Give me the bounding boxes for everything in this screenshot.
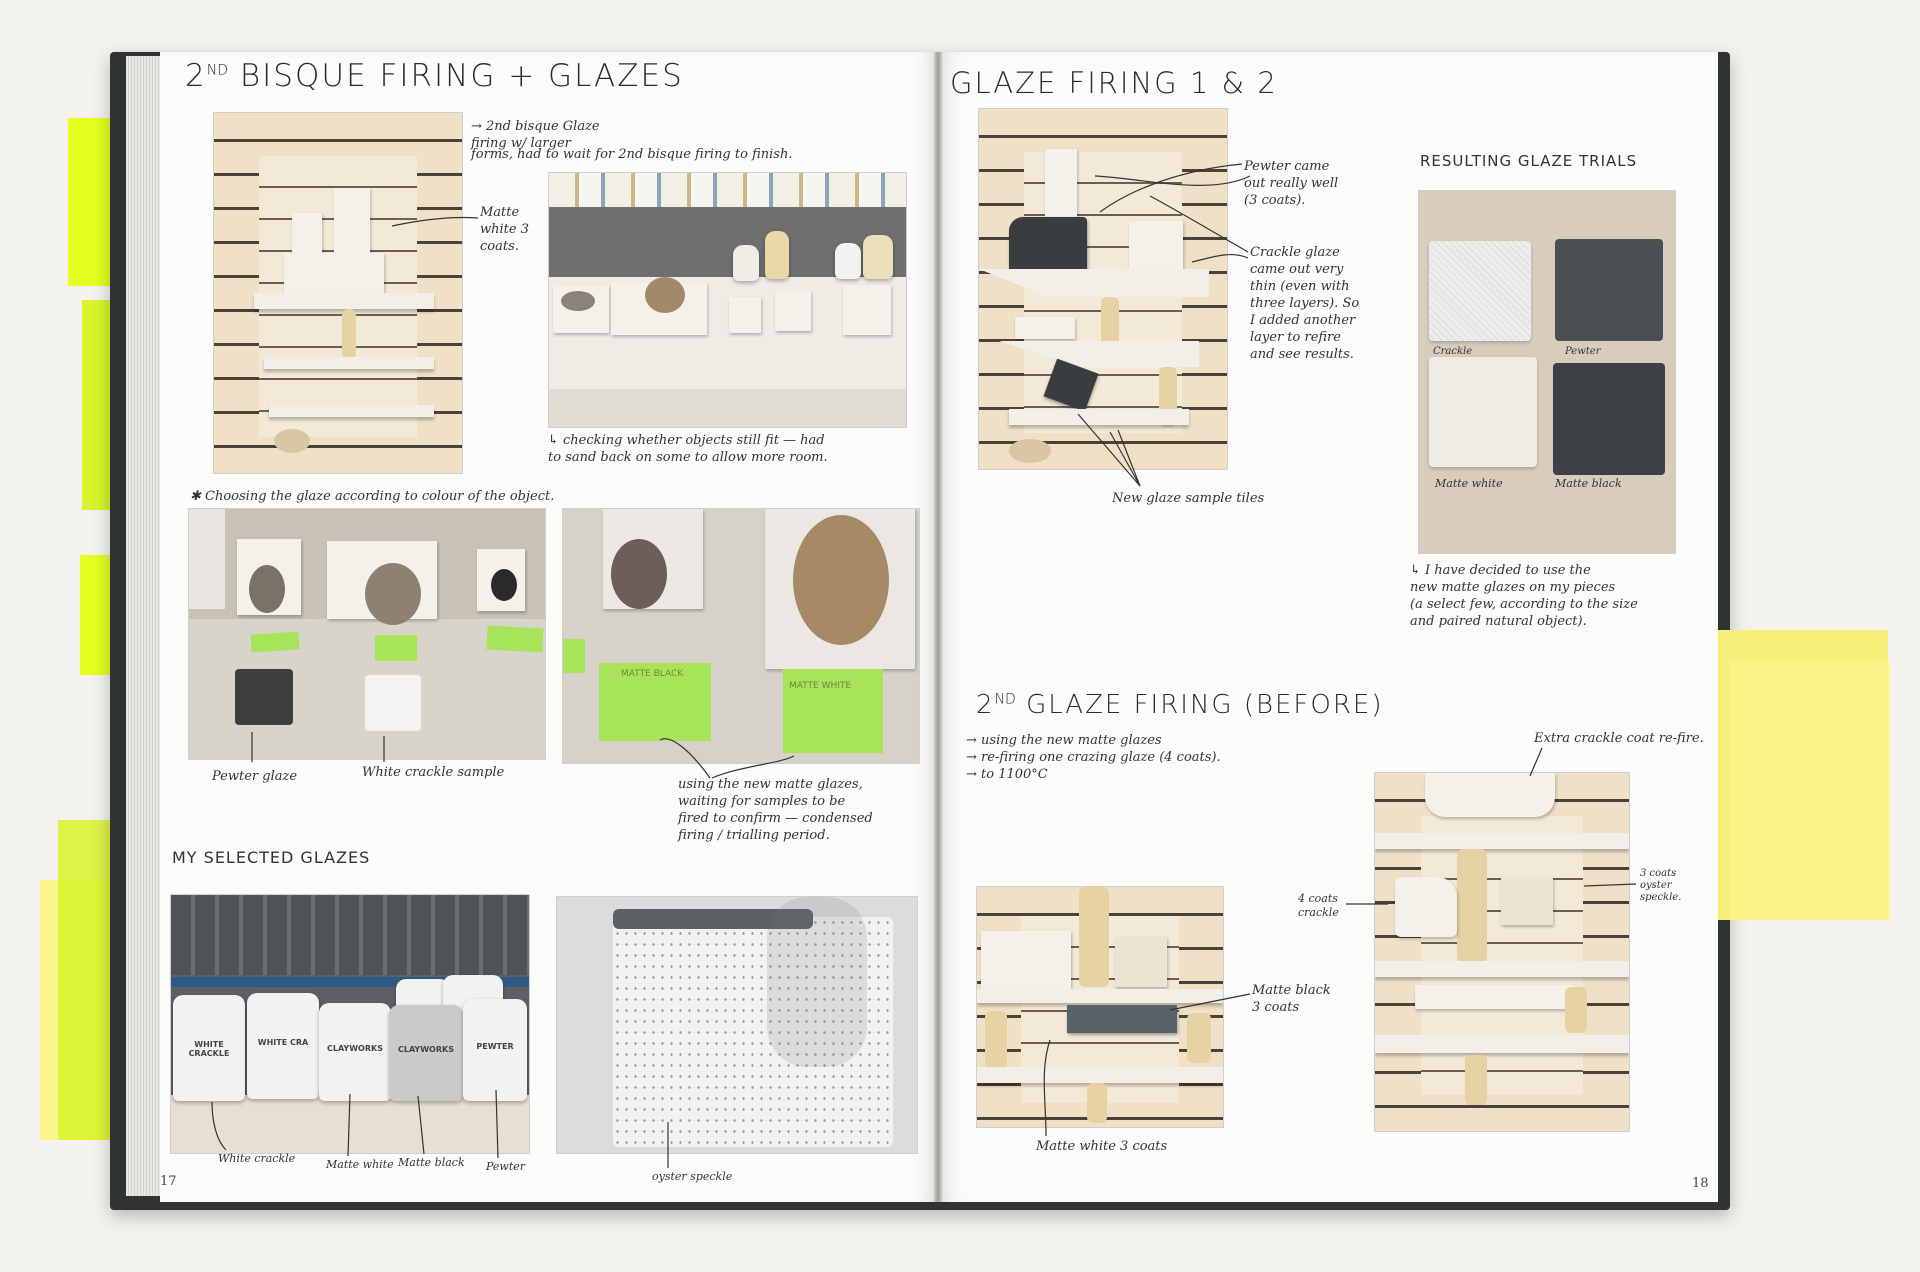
note-firing-bullets: → using the new matte glazes → re-firing one crazing glaze (4 coats). → to 1100°C	[966, 733, 1221, 782]
sticky-label-matte-black: MATTE BLACK	[621, 669, 684, 679]
label-white-crackle-sample: White crackle sample	[362, 765, 505, 780]
photo-objects-matte-test	[562, 508, 920, 764]
heading-selected-glazes: MY SELECTED GLAZES	[172, 848, 371, 867]
label-oyster-speckle: oyster speckle	[652, 1170, 733, 1183]
note-pewter-result: Pewter came out really well (3 coats).	[1244, 159, 1339, 208]
page-number-right: 18	[1692, 1176, 1709, 1191]
note-matte-white-coats: Matte white 3 coats.	[480, 205, 529, 254]
heading-second-glaze-firing: 2ND GLAZE FIRING (BEFORE)	[976, 690, 1384, 720]
photo-objects-glaze-choice	[188, 508, 546, 760]
sticky-label-matte-white: MATTE WHITE	[789, 681, 852, 691]
note-three-coats-oyster: 3 coats oyster speckle.	[1640, 868, 1682, 903]
note-matte-black-coats: Matte black 3 coats	[1252, 983, 1331, 1015]
page-title-glaze-firing: GLAZE FIRING 1 & 2	[950, 66, 1278, 100]
label-pewter: Pewter	[486, 1160, 526, 1173]
photo-kiln-before-2	[1374, 772, 1630, 1132]
note-crackle-result: Crackle glaze came out very thin (even with three layers). So I added another layer to refire and see results.	[1250, 245, 1360, 362]
note-bisque-wait: forms, had to wait for 2nd bisque firing to finish.	[471, 147, 793, 162]
note-decided-matte: ↳ I have decided to use the new matte glazes on my pieces (a select few, according to the size and paired natural object).	[1410, 563, 1638, 629]
photo-kiln-bisque	[213, 112, 463, 474]
photo-glaze-trials	[1418, 190, 1676, 554]
label-white-crackle: White crackle	[218, 1152, 296, 1165]
label-matte-white-coats: Matte white 3 coats	[1036, 1139, 1168, 1154]
book-gutter	[934, 52, 942, 1202]
label-new-glaze-tiles: New glaze sample tiles	[1112, 491, 1265, 506]
label-matte-black: Matte black	[398, 1156, 465, 1169]
tile-label-crackle: Crackle	[1433, 346, 1473, 357]
page-number-left: 17	[160, 1174, 177, 1189]
note-matte-glazes-test: using the new matte glazes, waiting for samples to be fired to confirm — condensed firing / trialling period.	[678, 777, 873, 843]
note-four-coats-crackle: 4 coats crackle	[1298, 892, 1339, 919]
note-choosing-glaze: ✱ Choosing the glaze according to colour of the object.	[190, 489, 555, 504]
photo-oyster-speckle	[556, 896, 918, 1154]
photo-glaze-jars: WHITE CRACKLE WHITE CRA CLAYWORKS CLAYWORKS PEWTER	[170, 894, 530, 1154]
tile-label-matte-white: Matte white	[1435, 477, 1503, 490]
page-title-bisque: 2ND BISQUE FIRING + GLAZES	[185, 58, 684, 94]
label-matte-white: Matte white	[326, 1158, 394, 1171]
heading-glaze-trials: RESULTING GLAZE TRIALS	[1420, 152, 1638, 170]
label-pewter-glaze: Pewter glaze	[212, 769, 298, 784]
photo-kiln-before-1	[976, 886, 1224, 1128]
note-checking-fit: ↳ checking whether objects still fit — had to sand back on some to allow more room.	[548, 433, 828, 465]
tile-label-pewter: Pewter	[1565, 346, 1601, 357]
sticky-note-yellow	[1730, 660, 1890, 920]
tile-label-matte-black: Matte black	[1555, 477, 1622, 490]
photo-kiln-glaze-firing	[978, 108, 1228, 470]
photo-objects-shelf	[548, 172, 907, 428]
note-extra-crackle: Extra crackle coat re-fire.	[1534, 731, 1704, 746]
page-edges	[126, 56, 162, 1196]
note-bisque-glaze: → 2nd bisque Glaze firing w/ larger	[471, 119, 600, 151]
